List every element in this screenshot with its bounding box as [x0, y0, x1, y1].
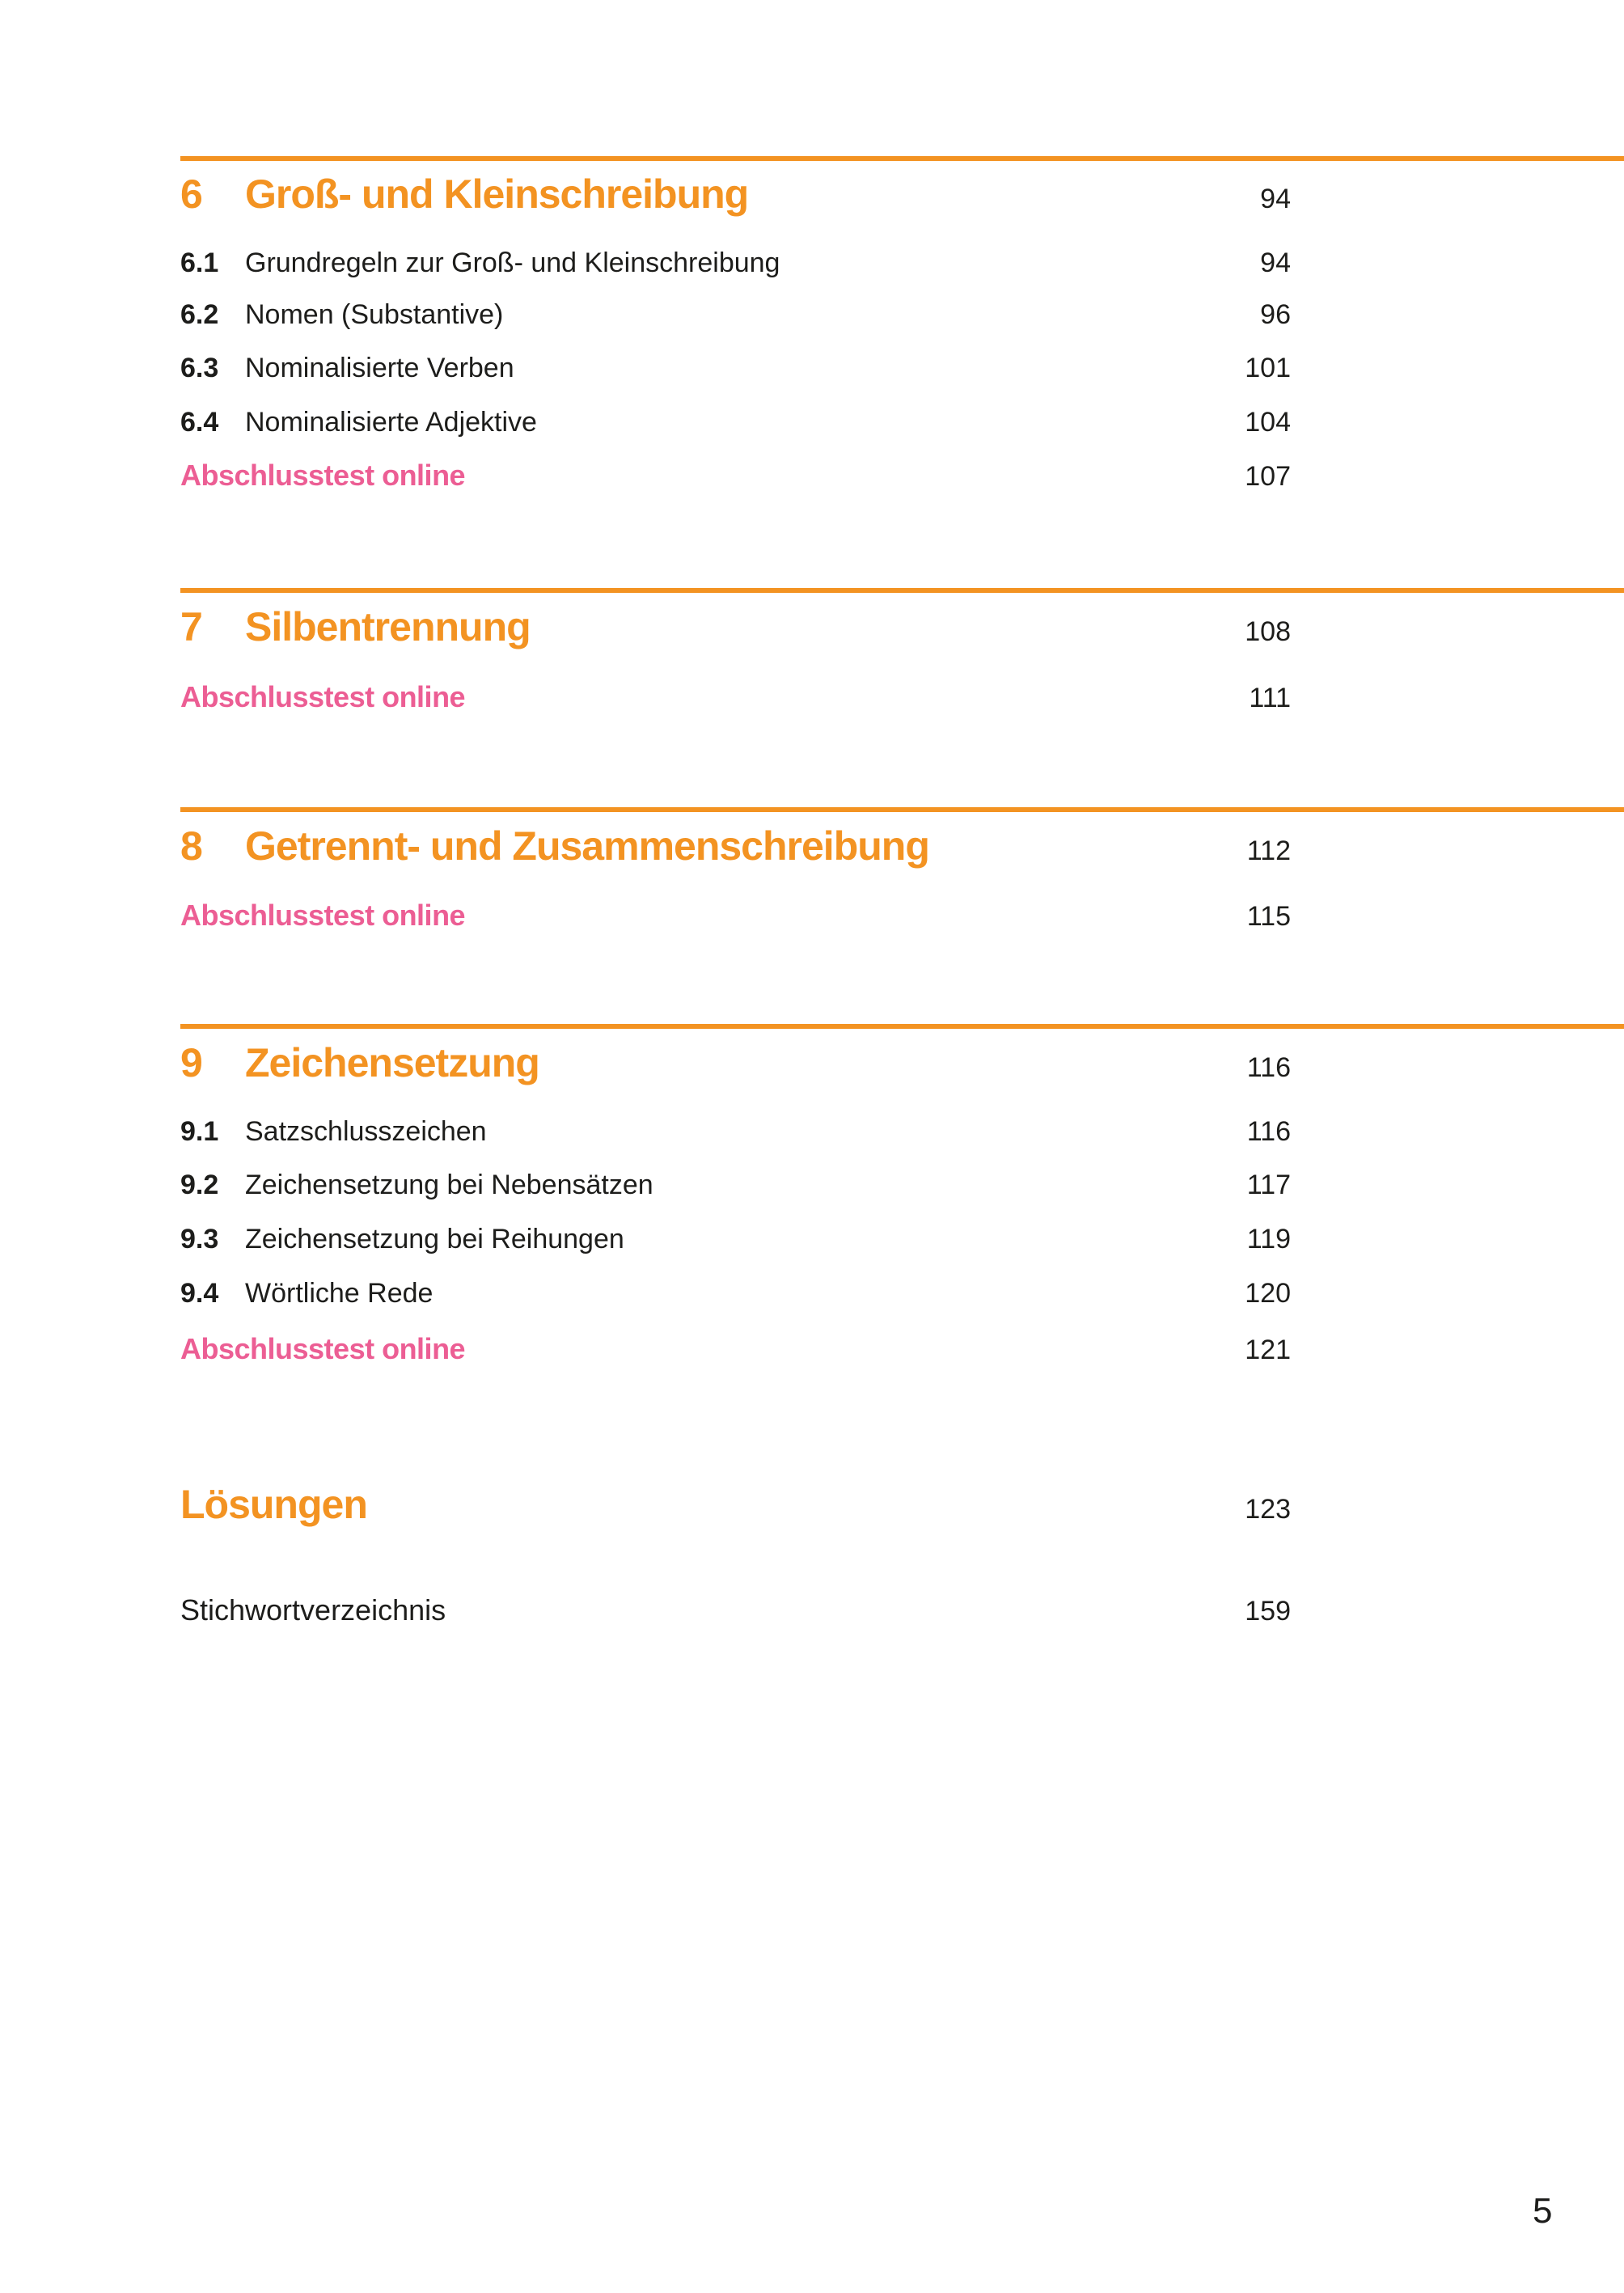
- final-test-row: [180, 899, 1291, 933]
- chapter-page: 116: [1246, 1052, 1291, 1083]
- chapter-title: Silbentrennung: [245, 604, 531, 649]
- toc-entry: [180, 1116, 1291, 1148]
- final-test-label: Abschlusstest online: [180, 1332, 466, 1365]
- section-divider: [180, 588, 1624, 593]
- entry-page: 117: [1246, 1170, 1291, 1200]
- entry-number: 9.4: [180, 1278, 219, 1309]
- entry-label: Wörtliche Rede: [245, 1278, 433, 1309]
- chapter-title: Zeichensetzung: [245, 1040, 539, 1085]
- entry-number: 9.3: [180, 1224, 219, 1254]
- chapter-number: 8: [180, 823, 202, 869]
- entry-number: 9.1: [180, 1116, 219, 1147]
- final-test-label: Abschlusstest online: [180, 899, 466, 932]
- chapter-row: [180, 172, 1291, 217]
- entry-page: 96: [1260, 299, 1291, 330]
- entry-page: 119: [1246, 1224, 1291, 1254]
- entry-page: 94: [1260, 247, 1291, 278]
- final-test-page: 121: [1245, 1335, 1291, 1365]
- entry-label: Grundregeln zur Groß- und Kleinschreibung: [245, 247, 780, 278]
- entry-label: Zeichensetzung bei Nebensätzen: [245, 1170, 653, 1200]
- index-row: [180, 1593, 1291, 1627]
- final-test-label: Abschlusstest online: [180, 680, 466, 713]
- entry-label: Satzschlusszeichen: [245, 1116, 487, 1147]
- final-test-label: Abschlusstest online: [180, 459, 466, 492]
- chapter-number: 9: [180, 1040, 202, 1085]
- entry-number: 6.3: [180, 353, 219, 383]
- entry-page: 104: [1245, 407, 1291, 438]
- solutions-page: 123: [1245, 1494, 1291, 1525]
- entry-label: Nominalisierte Verben: [245, 353, 514, 383]
- toc-entry: [180, 1224, 1291, 1255]
- entry-number: 9.2: [180, 1170, 219, 1200]
- chapter-page: 94: [1260, 184, 1291, 214]
- section-divider: [180, 1024, 1624, 1029]
- toc-entry: [180, 1278, 1291, 1309]
- entry-number: 6.1: [180, 247, 219, 278]
- chapter-title: Getrennt- und Zusammenschreibung: [245, 823, 929, 869]
- chapter-page: 112: [1246, 836, 1291, 866]
- final-test-page: 115: [1246, 901, 1291, 932]
- final-test-row: [180, 459, 1291, 493]
- entry-label: Nominalisierte Adjektive: [245, 407, 537, 438]
- chapter-row: [180, 605, 1291, 649]
- entry-number: 6.4: [180, 407, 219, 438]
- index-page: 159: [1245, 1596, 1291, 1627]
- solutions-row: [180, 1483, 1291, 1527]
- toc-entry: [180, 1170, 1291, 1201]
- chapter-row: [180, 824, 1291, 869]
- entry-label: Nomen (Substantive): [245, 299, 504, 330]
- chapter-page: 108: [1245, 616, 1291, 647]
- final-test-page: 107: [1245, 461, 1291, 492]
- entry-number: 6.2: [180, 299, 219, 330]
- entry-page: 116: [1246, 1116, 1291, 1147]
- toc-entry: [180, 407, 1291, 438]
- final-test-page: 111: [1249, 683, 1291, 713]
- chapter-row: [180, 1041, 1291, 1085]
- toc-entry: [180, 299, 1291, 331]
- entry-page: 120: [1245, 1278, 1291, 1309]
- toc-entry: [180, 247, 1291, 279]
- chapter-number: 7: [180, 604, 202, 649]
- section-divider: [180, 807, 1624, 812]
- solutions-label: Lösungen: [180, 1482, 367, 1527]
- toc-entry: [180, 353, 1291, 384]
- index-label: Stichwortverzeichnis: [180, 1593, 446, 1627]
- final-test-row: [180, 680, 1291, 714]
- chapter-title: Groß- und Kleinschreibung: [245, 171, 749, 217]
- final-test-row: [180, 1332, 1291, 1366]
- entry-page: 101: [1245, 353, 1291, 383]
- section-divider: [180, 156, 1624, 161]
- chapter-number: 6: [180, 171, 202, 217]
- page-folio: 5: [1533, 2191, 1553, 2231]
- entry-label: Zeichensetzung bei Reihungen: [245, 1224, 624, 1254]
